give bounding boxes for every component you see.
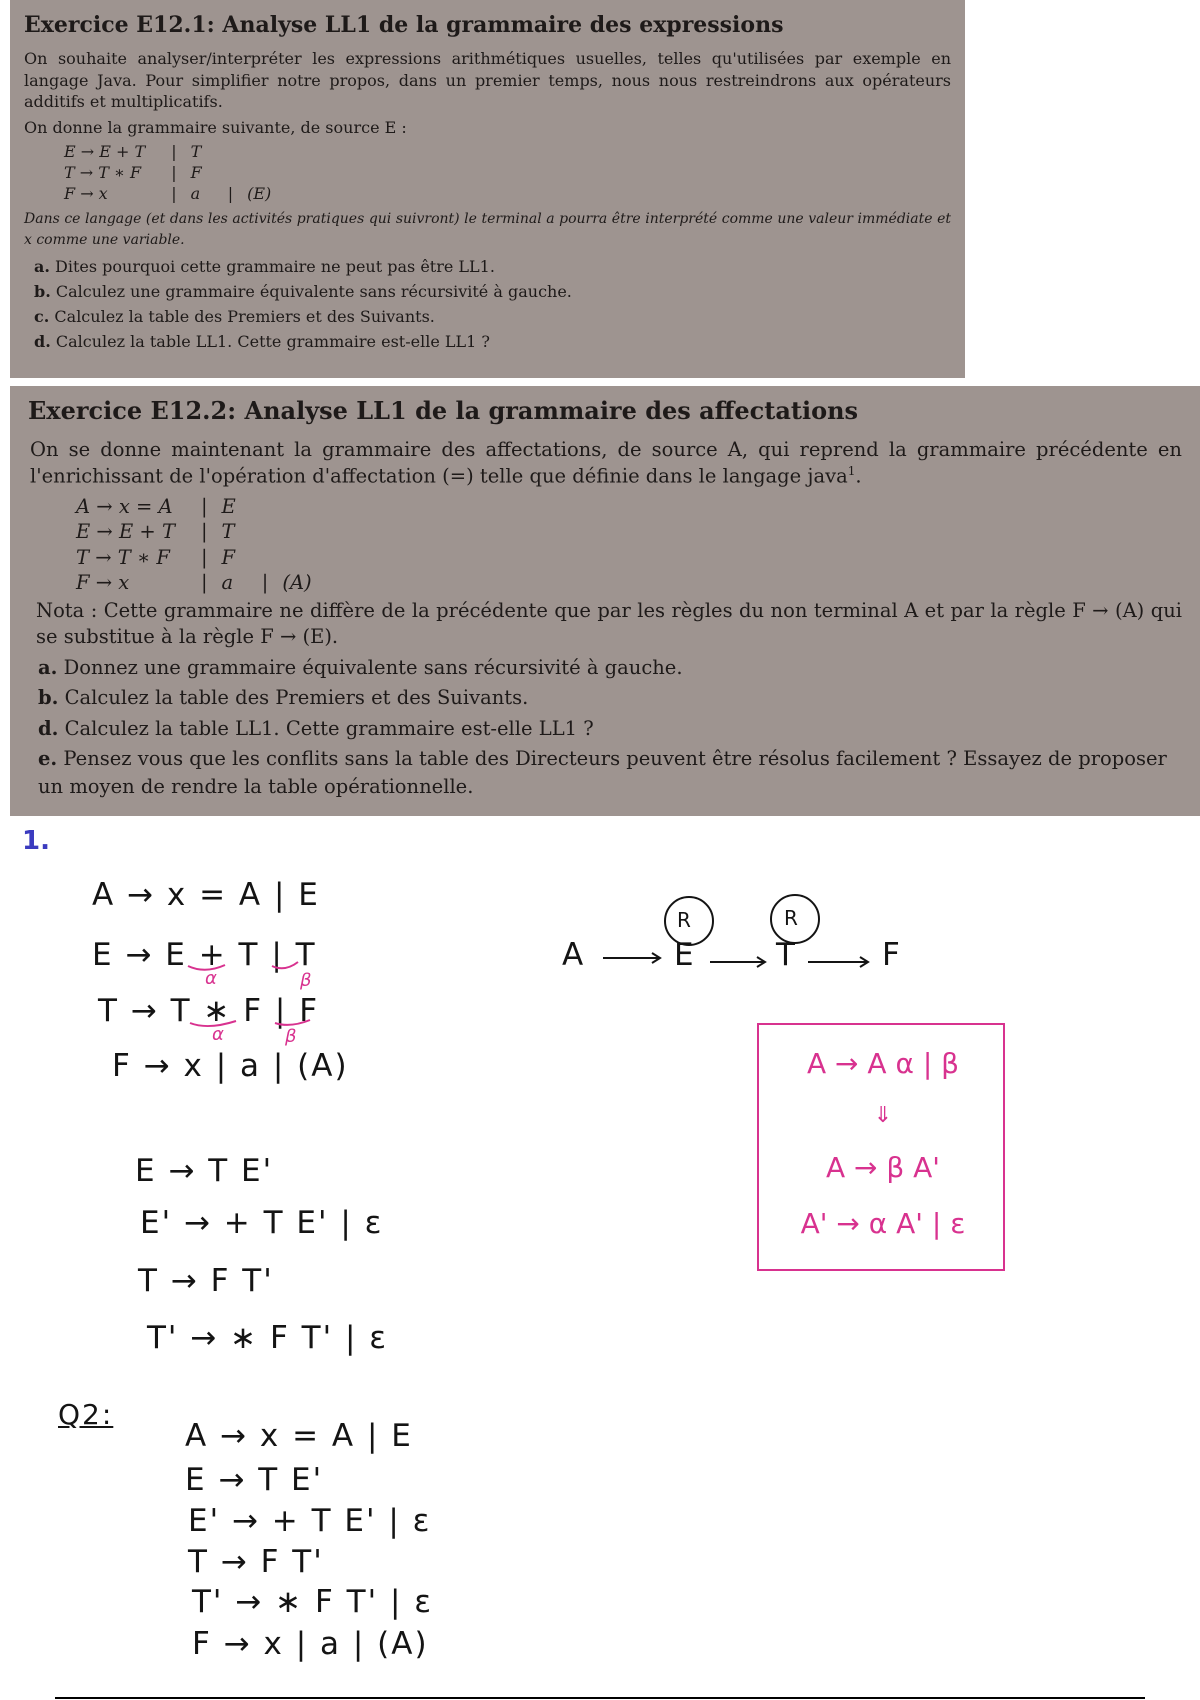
chain-node-a: A	[562, 937, 586, 973]
exercise-1-note: Dans ce langage (et dans les activités pratiques qui suivront) le terminal a pourra être interprété comme une valeur immédiate et x comme une variable.	[24, 210, 951, 248]
rule-alt: T	[221, 520, 235, 544]
question-item: d. Calculez la table LL1. Cette grammaire est-elle LL1 ?	[38, 716, 594, 740]
question-item: b. Calculez une grammaire équivalente sans récursivité à gauche.	[34, 281, 572, 301]
bottom-rule	[55, 1697, 1145, 1699]
rule-box-line: A' → α A' | ε	[800, 1207, 966, 1240]
chain-node-f: F	[882, 937, 902, 973]
grammar-rule: E → E + T | T	[64, 142, 283, 163]
beta-underline	[275, 1020, 310, 1025]
rule-alt: (A)	[282, 571, 312, 595]
annotation-beta: β	[285, 1026, 297, 1047]
answer-rule: A → x = A | E	[185, 1418, 413, 1454]
question-item: d. Calculez la table LL1. Cette grammaire est-elle LL1 ?	[34, 332, 490, 352]
transformed-rule: T → F T'	[138, 1263, 274, 1299]
question-item: a. Dites pourquoi cette grammaire ne peut pas être LL1.	[34, 256, 495, 276]
rule-lhs: E → E + T	[76, 520, 175, 544]
rule-box-line: A → A α | β	[806, 1047, 960, 1080]
transformed-rule: E' → + T E' | ε	[140, 1205, 384, 1241]
handwritten-grammar-line: T → T ∗ F | F	[98, 993, 320, 1029]
rule-lhs: T → T ∗ F	[64, 163, 142, 183]
question-item: e. Pensez vous que les conflits sans la table des Directeurs peuvent être résolus facilement ? Essayez de proposer un moyen de rendre la table opérationnelle.	[38, 746, 1167, 799]
recursion-mark: R	[677, 908, 693, 932]
exercise-2-intro: On se donne maintenant la grammaire des affectations, de source A, qui reprend la grammaire précédente en l'enrichissant de l'opération d'affectation (=) telle que définie dans le langage java$^1$.	[30, 438, 1182, 488]
grammar-rule: T → T ∗ F | F	[76, 545, 324, 570]
recursion-mark: R	[784, 906, 800, 930]
handwritten-label-q2: Q2:	[58, 1398, 114, 1431]
rule-alt: F	[190, 163, 202, 183]
rule-box-line: A → β A'	[825, 1151, 941, 1184]
handwritten-grammar-line: F → x | a | (A)	[112, 1048, 349, 1084]
rule-alt: T	[190, 142, 202, 162]
exercise-1-source-line: On donne la grammaire suivante, de source E :	[24, 117, 407, 137]
rule-lhs: F → x	[64, 183, 108, 203]
rule-alt: a	[221, 571, 234, 595]
beta-underline	[272, 962, 298, 968]
alpha-underline	[188, 965, 225, 970]
grammar-rule: E → E + T | T	[76, 519, 324, 544]
rule-alt: E	[221, 495, 236, 519]
recursion-circle-t	[771, 895, 819, 943]
rule-lhs: T → T ∗ F	[76, 545, 170, 569]
footnote-mark: 1	[847, 464, 856, 479]
rule-lhs: F → x	[76, 571, 130, 595]
rule-alt: F	[221, 545, 236, 569]
annotation-alpha: α	[205, 968, 217, 989]
answer-rule: E → T E'	[185, 1462, 324, 1498]
rule-alt: a	[190, 183, 201, 203]
answer-rule: T' → ∗ F T' | ε	[192, 1584, 434, 1620]
recursion-circle-e	[665, 897, 713, 945]
chain-node-t: T	[776, 937, 797, 973]
grammar-rule: F → x | a | (A)	[76, 570, 324, 595]
grammar-rule: A → x = A | E	[76, 494, 324, 519]
rule-alt: (E)	[247, 183, 272, 203]
exercise-1-title: Exercice E12.1: Analyse LL1 de la grammaire des expressions	[24, 12, 784, 38]
question-item: a. Donnez une grammaire équivalente sans récursivité à gauche.	[38, 656, 683, 680]
handwritten-label-1: 1.	[22, 826, 50, 856]
annotation-alpha: α	[212, 1024, 224, 1045]
chain-node-e: E	[674, 937, 696, 973]
answer-rule: E' → + T E' | ε	[188, 1503, 432, 1539]
exercise-2-nota: Nota : Cette grammaire ne diffère de la précédente que par les règles du non terminal A et par la règle F → (A) qui se substitue à la règle F → (E).	[36, 598, 1182, 648]
answer-rule: T → F T'	[188, 1544, 324, 1580]
exercise-1-intro: On souhaite analyser/interpréter les expressions arithmétiques usuelles, telles qu'utilisées par exemple en langage Java. Pour simplifier notre propos, dans un premier temps, nous nous restreindrons aux opérateurs additifs et multiplicatifs.	[24, 49, 951, 112]
annotation-beta: β	[300, 970, 312, 991]
rule-lhs: A → x = A	[76, 495, 173, 519]
exercise-2-title: Exercice E12.2: Analyse LL1 de la grammaire des affectations	[28, 396, 859, 425]
handwritten-grammar-line: E → E + T | T	[92, 937, 317, 973]
transformed-rule: E → T E'	[135, 1153, 274, 1189]
transformed-rule: T' → ∗ F T' | ε	[147, 1320, 389, 1356]
handwritten-grammar-line: A → x = A | E	[92, 877, 320, 913]
alpha-underline	[190, 1021, 236, 1026]
answer-rule: F → x | a | (A)	[192, 1626, 429, 1662]
grammar-rule: F → x | a | (E)	[64, 184, 283, 205]
rule-lhs: E → E + T	[64, 142, 146, 162]
rule-box-arrow: ⇓	[873, 1103, 893, 1128]
grammar-rule: T → T ∗ F | F	[64, 163, 283, 184]
question-item: c. Calculez la table des Premiers et des Suivants.	[34, 307, 435, 327]
question-item: b. Calculez la table des Premiers et des Suivants.	[38, 686, 529, 710]
